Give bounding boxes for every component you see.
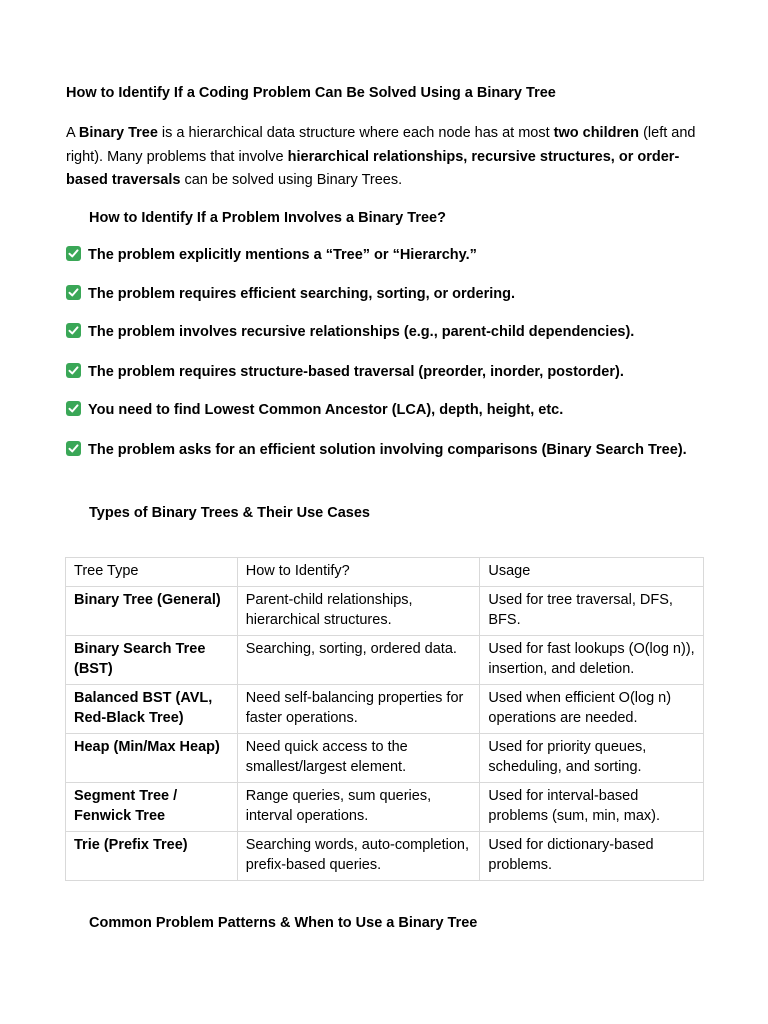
checklist-item-text: You need to find Lowest Common Ancestor (LCA), depth, height, etc. — [88, 402, 564, 418]
cell-how-to-identify: Searching, sorting, ordered data. — [237, 636, 480, 685]
cell-how-to-identify: Parent-child relationships, hierarchical structures. — [237, 587, 480, 636]
cell-tree-type: Heap (Min/Max Heap) — [66, 734, 238, 783]
check-mark-icon — [66, 246, 81, 261]
cell-how-to-identify: Need quick access to the smallest/largest element. — [237, 734, 480, 783]
patterns-heading: Common Problem Patterns & When to Use a Binary Tree — [89, 915, 478, 931]
check-mark-icon — [66, 285, 81, 300]
cell-usage: Used for priority queues, scheduling, and sorting. — [480, 734, 704, 783]
cell-how-to-identify: Searching words, auto-completion, prefix-based queries. — [237, 832, 480, 881]
checklist-item-text: The problem involves recursive relationships (e.g., parent-child dependencies). — [88, 324, 635, 340]
checklist-item — [66, 244, 706, 268]
table-header-row — [66, 558, 704, 587]
intro-bold-two-children: two children — [553, 125, 640, 141]
check-mark-icon — [66, 363, 81, 378]
intro-bold-binary-tree: Binary Tree — [78, 125, 158, 141]
intro-text-1: A — [66, 125, 79, 141]
check-mark-icon — [66, 323, 81, 338]
cell-tree-type: Segment Tree / Fenwick Tree — [66, 783, 238, 832]
cell-how-to-identify: Need self-balancing properties for faster operations. — [237, 685, 480, 734]
table-row — [66, 783, 704, 832]
intro-paragraph — [66, 122, 706, 193]
checklist-item-text: The problem asks for an efficient solution involving comparisons (Binary Search Tree). — [88, 442, 687, 458]
cell-tree-type: Balanced BST (AVL, Red-Black Tree) — [66, 685, 238, 734]
cell-usage: Used for dictionary-based problems. — [480, 832, 704, 881]
binary-tree-types-table — [65, 557, 704, 881]
checklist-item — [66, 361, 706, 385]
column-header-usage: Usage — [480, 558, 704, 587]
intro-text-4: can be solved using Binary Trees. — [180, 172, 403, 188]
cell-tree-type: Binary Tree (General) — [66, 587, 238, 636]
checklist-item — [66, 321, 706, 345]
identify-heading: How to Identify If a Problem Involves a Binary Tree? — [89, 210, 446, 226]
column-header-how-to-identify: How to Identify? — [237, 558, 480, 587]
column-header-tree-type: Tree Type — [66, 558, 238, 587]
check-mark-icon — [66, 441, 81, 456]
intro-text-2: is a hierarchical data structure where each node has at most — [157, 125, 554, 141]
cell-tree-type: Binary Search Tree (BST) — [66, 636, 238, 685]
table-row — [66, 685, 704, 734]
checklist-item — [66, 283, 706, 307]
cell-usage: Used for fast lookups (O(log n)), insertion, and deletion. — [480, 636, 704, 685]
intro-bold-relationships: hierarchical relationships, recursive structures, or order-based traversals — [66, 148, 680, 188]
table-row — [66, 587, 704, 636]
document-title: How to Identify If a Coding Problem Can Be Solved Using a Binary Tree — [66, 85, 556, 101]
check-mark-icon — [66, 401, 81, 416]
checklist-item — [66, 399, 706, 423]
table-row — [66, 734, 704, 783]
cell-usage: Used for interval-based problems (sum, min, max). — [480, 783, 704, 832]
table-row — [66, 636, 704, 685]
checklist-item-text: The problem requires structure-based traversal (preorder, inorder, postorder). — [88, 364, 624, 380]
cell-usage: Used when efficient O(log n) operations are needed. — [480, 685, 704, 734]
checklist-item-text: The problem explicitly mentions a “Tree” or “Hierarchy.” — [88, 247, 477, 263]
cell-usage: Used for tree traversal, DFS, BFS. — [480, 587, 704, 636]
cell-how-to-identify: Range queries, sum queries, interval operations. — [237, 783, 480, 832]
types-heading: Types of Binary Trees & Their Use Cases — [89, 505, 370, 521]
intro-text-3: (left and right). Many problems that involve — [66, 125, 696, 165]
table-row — [66, 832, 704, 881]
checklist-item — [66, 439, 706, 463]
cell-tree-type: Trie (Prefix Tree) — [66, 832, 238, 881]
checklist-item-text: The problem requires efficient searching, sorting, or ordering. — [88, 286, 516, 302]
